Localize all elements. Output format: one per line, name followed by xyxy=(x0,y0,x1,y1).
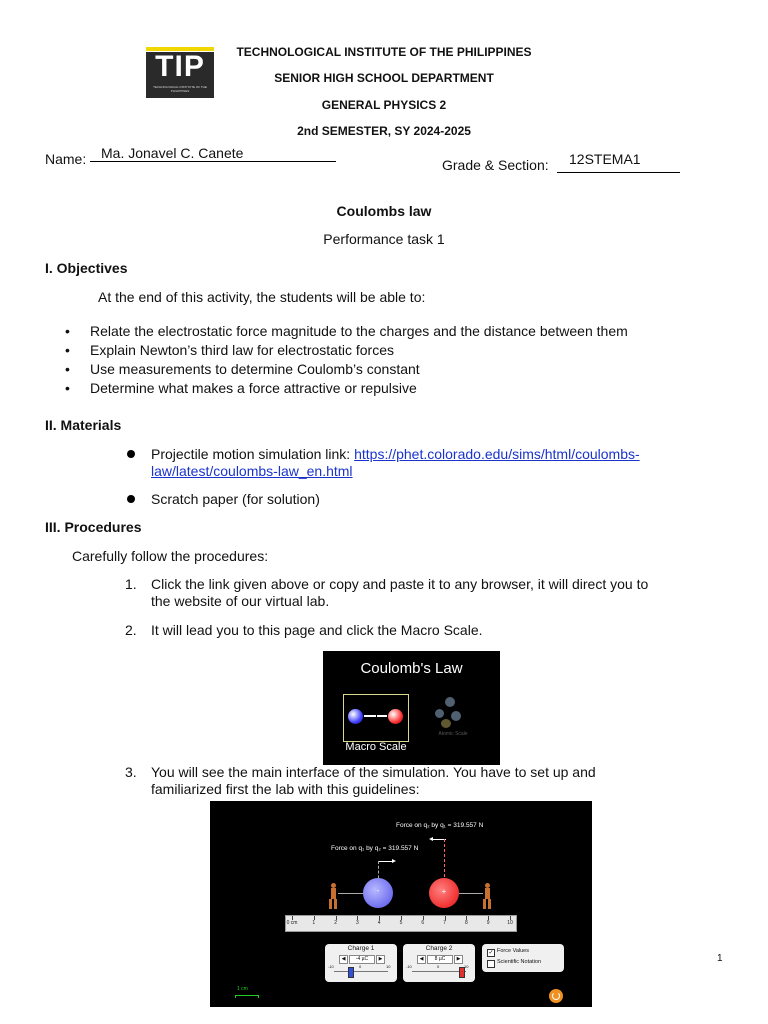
objective-item: • Use measurements to determine Coulomb’s constant xyxy=(45,360,628,379)
ruler-tick-label: 2 xyxy=(334,920,337,926)
force-label-q1: Force on q₁ by q₂ = 319.557 N xyxy=(331,845,419,852)
arrow-icon xyxy=(377,715,387,717)
bullet-icon xyxy=(127,495,135,503)
atom-icon xyxy=(445,697,455,707)
arrow-icon xyxy=(364,715,376,717)
step-text xyxy=(151,764,596,798)
force-values-label: Force Values xyxy=(497,948,529,954)
procedures-heading: III. Procedures xyxy=(45,519,142,535)
ruler-tick-label: 10 xyxy=(507,920,513,926)
step-line: Click the link given above or copy and paste it to any browser, it will direct you to xyxy=(151,576,649,592)
sim-main-screenshot xyxy=(210,801,592,1007)
red-charge-icon xyxy=(388,709,403,724)
materials-link-prefix: Projectile motion simulation link: xyxy=(151,446,355,462)
atom-icon xyxy=(435,709,444,718)
objectives-list xyxy=(45,322,628,398)
force-values-checkbox[interactable]: ✓ xyxy=(488,950,494,956)
rope xyxy=(459,893,483,894)
school-name: TECHNOLOGICAL INSTITUTE OF THE PHILIPPINES xyxy=(236,45,532,59)
department-name: SENIOR HIGH SCHOOL DEPARTMENT xyxy=(274,71,494,85)
charge1-panel xyxy=(325,944,397,982)
ruler-tick-label: 8 xyxy=(465,920,468,926)
step-text: It will lead you to this page and click the Macro Scale. xyxy=(151,622,483,638)
charge-q1-sign: - xyxy=(376,886,380,895)
step-number: 1. xyxy=(125,576,137,592)
grade-label: Grade & Section: xyxy=(442,157,549,173)
charge2-value: 8 µC xyxy=(427,955,453,964)
sim-home-title: Coulomb's Law xyxy=(360,660,463,677)
atom-icon xyxy=(451,711,461,721)
name-value: Ma. Jonavel C. Canete xyxy=(101,145,244,161)
charge-q2-sign: + xyxy=(441,887,447,896)
objective-item: • Determine what makes a force attractive or repulsive xyxy=(45,379,628,398)
school-logo xyxy=(146,47,214,98)
page-number: 1 xyxy=(717,953,723,964)
step-text xyxy=(151,576,648,610)
arrow-right-icon xyxy=(392,859,396,863)
ruler[interactable] xyxy=(285,915,517,932)
document-title: Coulombs law xyxy=(336,203,432,219)
materials-item-link xyxy=(151,446,640,480)
reset-button[interactable] xyxy=(549,989,563,1003)
reset-icon xyxy=(552,992,560,1000)
step-number: 2. xyxy=(125,622,137,638)
charge1-slider[interactable] xyxy=(334,971,388,972)
ruler-tick-label: 5 xyxy=(399,920,403,926)
ruler-tick-label: 4 xyxy=(377,920,381,926)
puller-left-icon xyxy=(328,883,338,909)
charge1-title: Charge 1 xyxy=(347,945,375,952)
ruler-tick-label: 0 cm xyxy=(286,920,298,926)
step-line: You will see the main interface of the simulation. You have to set up and xyxy=(151,764,596,780)
charge1-value: -4 µC xyxy=(349,955,375,964)
objective-item: • Explain Newton’s third law for electrostatic forces xyxy=(45,341,628,360)
blue-charge-icon xyxy=(348,709,363,724)
ruler-tick-label: 1 xyxy=(312,920,316,926)
slider-mid-label: 0 xyxy=(359,964,362,969)
scientific-notation-label: Scientific Notation xyxy=(497,959,542,965)
objectives-intro: At the end of this activity, the students will be able to: xyxy=(98,289,426,305)
slider-max-label: 10 xyxy=(464,964,469,969)
options-panel xyxy=(482,944,564,972)
materials-heading: II. Materials xyxy=(45,417,122,433)
sim-home-screenshot xyxy=(323,651,500,765)
logo-text: TIP xyxy=(155,50,205,83)
name-label: Name: xyxy=(45,151,87,167)
ruler-tick-label: 7 xyxy=(443,920,446,926)
step-number: 3. xyxy=(125,764,137,780)
force-arrow-q1 xyxy=(378,861,392,862)
grade-line xyxy=(557,151,680,173)
macro-scale-label: Macro Scale xyxy=(345,741,407,753)
logo-subtext: TECHNOLOGICAL INSTITUTE OF THE PHILIPPINES xyxy=(153,85,207,93)
rope xyxy=(338,893,364,894)
atomic-scale-button[interactable] xyxy=(431,695,471,729)
slider-min-label: -10 xyxy=(406,964,412,969)
ruler-tick-label: 6 xyxy=(421,920,425,926)
simulation-link[interactable]: https://phet.colorado.edu/sims/html/coulombs- xyxy=(354,446,640,462)
slider-min-label: -10 xyxy=(328,964,334,969)
charge2-title: Charge 2 xyxy=(425,945,453,952)
subject-name: GENERAL PHYSICS 2 xyxy=(321,98,447,112)
procedures-intro: Carefully follow the procedures: xyxy=(72,548,269,564)
scientific-notation-checkbox[interactable] xyxy=(487,960,495,968)
puller-right-icon xyxy=(483,883,493,909)
atom-icon xyxy=(441,719,451,728)
scale-label: 1 cm xyxy=(237,986,248,992)
atomic-scale-label: Atomic Scale xyxy=(438,731,468,737)
step-line: the website of our virtual lab. xyxy=(151,593,330,609)
bullet-icon xyxy=(127,450,135,458)
decrement-arrow-icon[interactable]: ◀ xyxy=(417,955,426,964)
charge2-slider[interactable] xyxy=(412,971,466,972)
slider-thumb[interactable] xyxy=(348,967,354,978)
objectives-heading: I. Objectives xyxy=(45,260,128,276)
decrement-arrow-icon[interactable]: ◀ xyxy=(339,955,348,964)
slider-max-label: 10 xyxy=(386,964,391,969)
grade-value: 12STEMA1 xyxy=(569,151,641,167)
semester: 2nd SEMESTER, SY 2024-2025 xyxy=(297,124,471,138)
increment-arrow-icon[interactable]: ▶ xyxy=(376,955,385,964)
materials-item-scratch: Scratch paper (for solution) xyxy=(151,491,320,507)
charge-q2[interactable] xyxy=(429,878,459,908)
slider-mid-label: 0 xyxy=(437,964,440,969)
force-label-q2: Force on q₂ by q₁ = 319.557 N xyxy=(396,822,484,829)
scale-bar xyxy=(235,995,259,998)
objective-item: • Relate the electrostatic force magnitude to the charges and the distance between them xyxy=(45,322,628,341)
step-line: familiarized first the lab with this guidelines: xyxy=(151,781,420,797)
increment-arrow-icon[interactable]: ▶ xyxy=(454,955,463,964)
arrow-left-icon xyxy=(429,837,433,841)
simulation-link-continued[interactable]: law/latest/coulombs-law_en.html xyxy=(151,463,353,479)
name-line xyxy=(90,146,336,162)
charge-q1[interactable] xyxy=(363,878,393,908)
ruler-tick-label: 3 xyxy=(356,920,359,926)
document-subtitle: Performance task 1 xyxy=(323,231,445,247)
charge2-panel xyxy=(403,944,475,982)
macro-scale-button[interactable] xyxy=(343,694,409,742)
ruler-tick-label: 9 xyxy=(486,920,490,926)
